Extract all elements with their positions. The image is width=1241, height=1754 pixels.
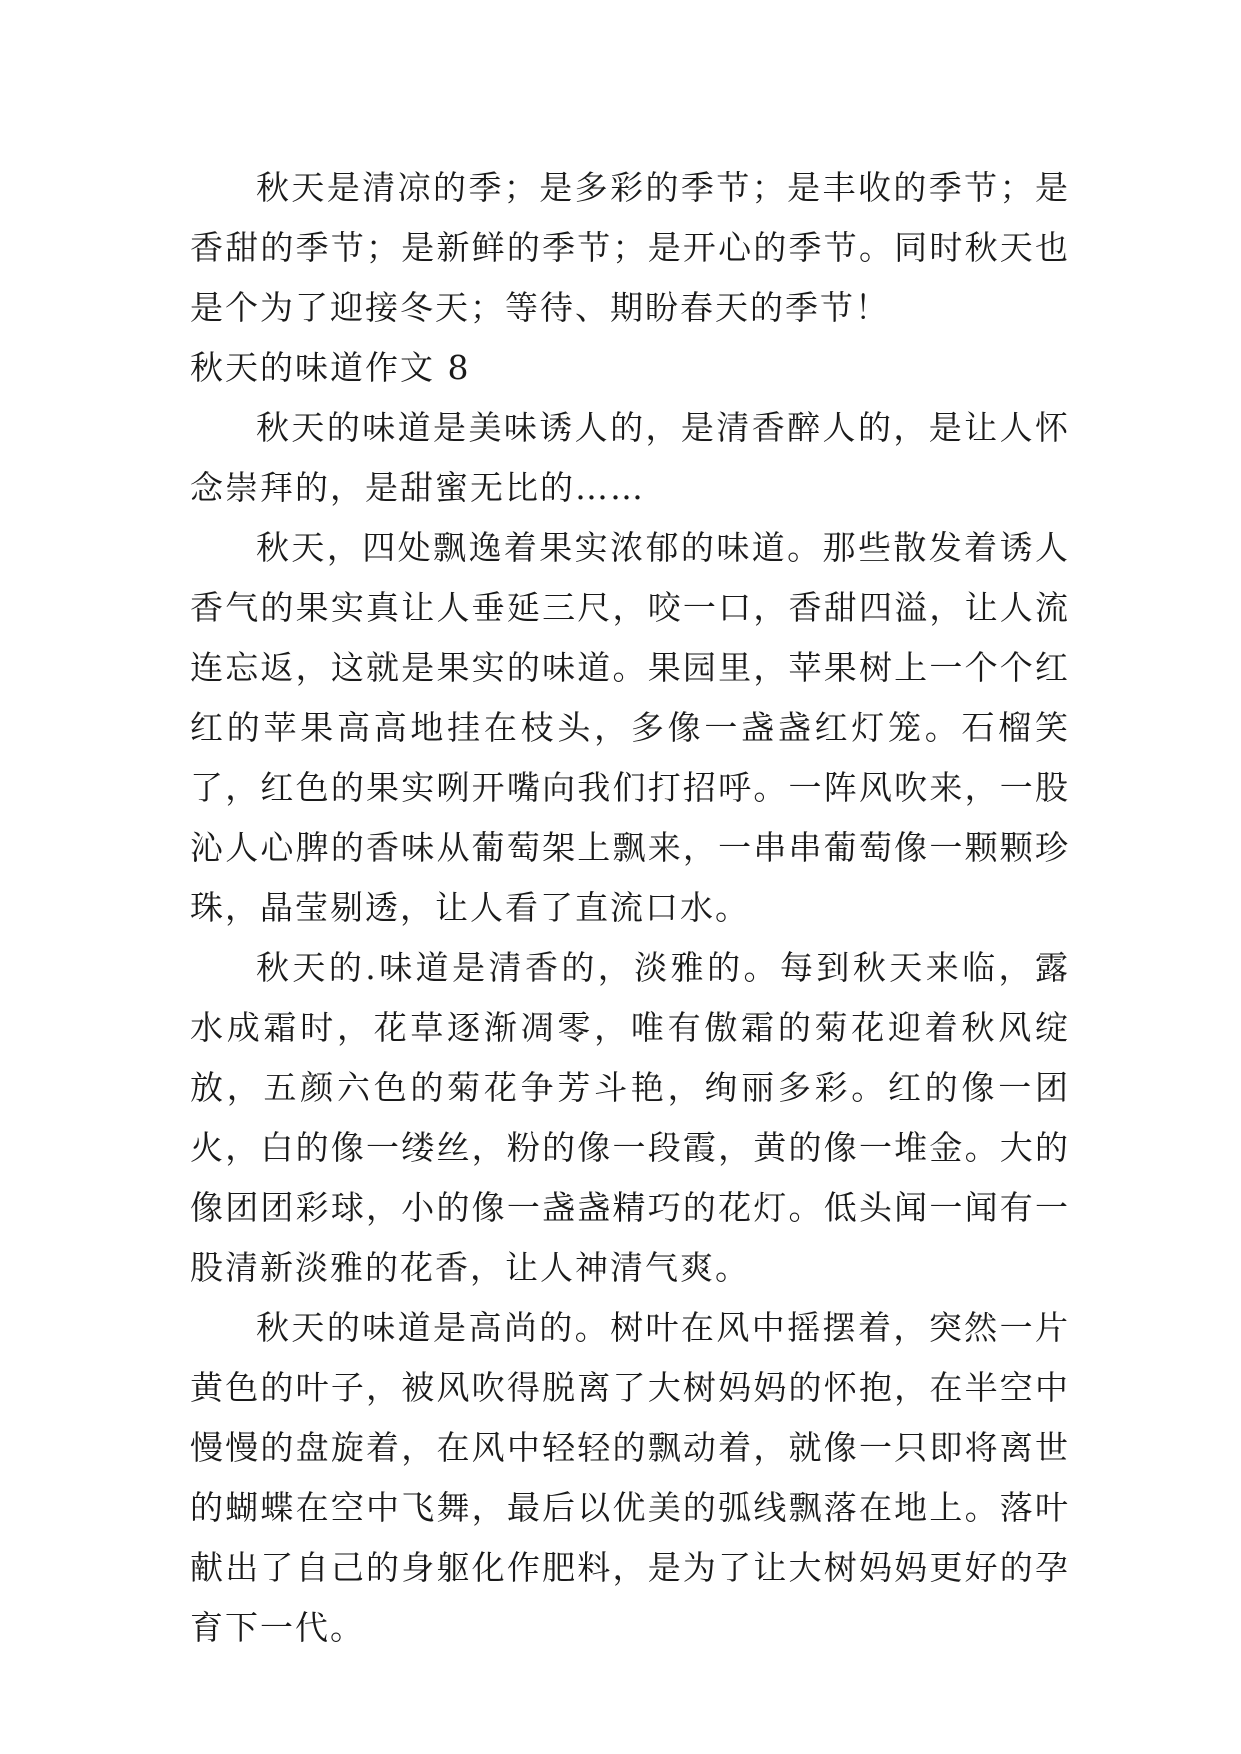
paragraph-falling-leaf: 秋天的味道是高尚的。树叶在风中摇摆着，突然一片黄色的叶子，被风吹得脱离了大树妈妈的怀抱，在半空中慢慢的盘旋着，在风中轻轻的飘动着，就像一只即将离世的蝴蝶在空中飞舞，最后以优美的弧线飘落在地上。落叶献出了自己的身躯化作肥料，是为了让大树妈妈更好的孕育下一代。 [190, 1308, 1070, 1647]
paragraph-taste-intro: 秋天的味道是美味诱人的，是清香醉人的，是让人怀念崇拜的，是甜蜜无比的…… [190, 408, 1070, 507]
paragraph-fruit: 秋天，四处飘逸着果实浓郁的味道。那些散发着诱人香气的果实真让人垂延三尺，咬一口，香甜四溢，让人流连忘返，这就是果实的味道。果园里，苹果树上一个个红红的苹果高高地挂在枝头，多像一盏盏红灯笼。石榴笑了，红色的果实咧开嘴向我们打招呼。一阵风吹来，一股沁人心脾的香味从葡萄架上飘来，一串串葡萄像一颗颗珍珠，晶莹剔透，让人看了直流口水。 [190, 528, 1070, 927]
paragraph-chrysanthemum: 秋天的.味道是清香的，淡雅的。每到秋天来临，露水成霜时，花草逐渐凋零，唯有傲霜的菊花迎着秋风绽放，五颜六色的菊花争芳斗艳，绚丽多彩。红的像一团火，白的像一缕丝，粉的像一段霞，黄的像一堆金。大的像团团彩球，小的像一盏盏精巧的花灯。低头闻一闻有一股清新淡雅的花香，让人神清气爽。 [190, 948, 1070, 1287]
essay-heading: 秋天的味道作文 8 [190, 348, 471, 387]
document-body [190, 158, 1070, 1658]
paragraph-autumn-seasons: 秋天是清凉的季；是多彩的季节；是丰收的季节；是香甜的季节；是新鲜的季节；是开心的季节。同时秋天也是个为了迎接冬天；等待、期盼春天的季节！ [190, 168, 1070, 327]
